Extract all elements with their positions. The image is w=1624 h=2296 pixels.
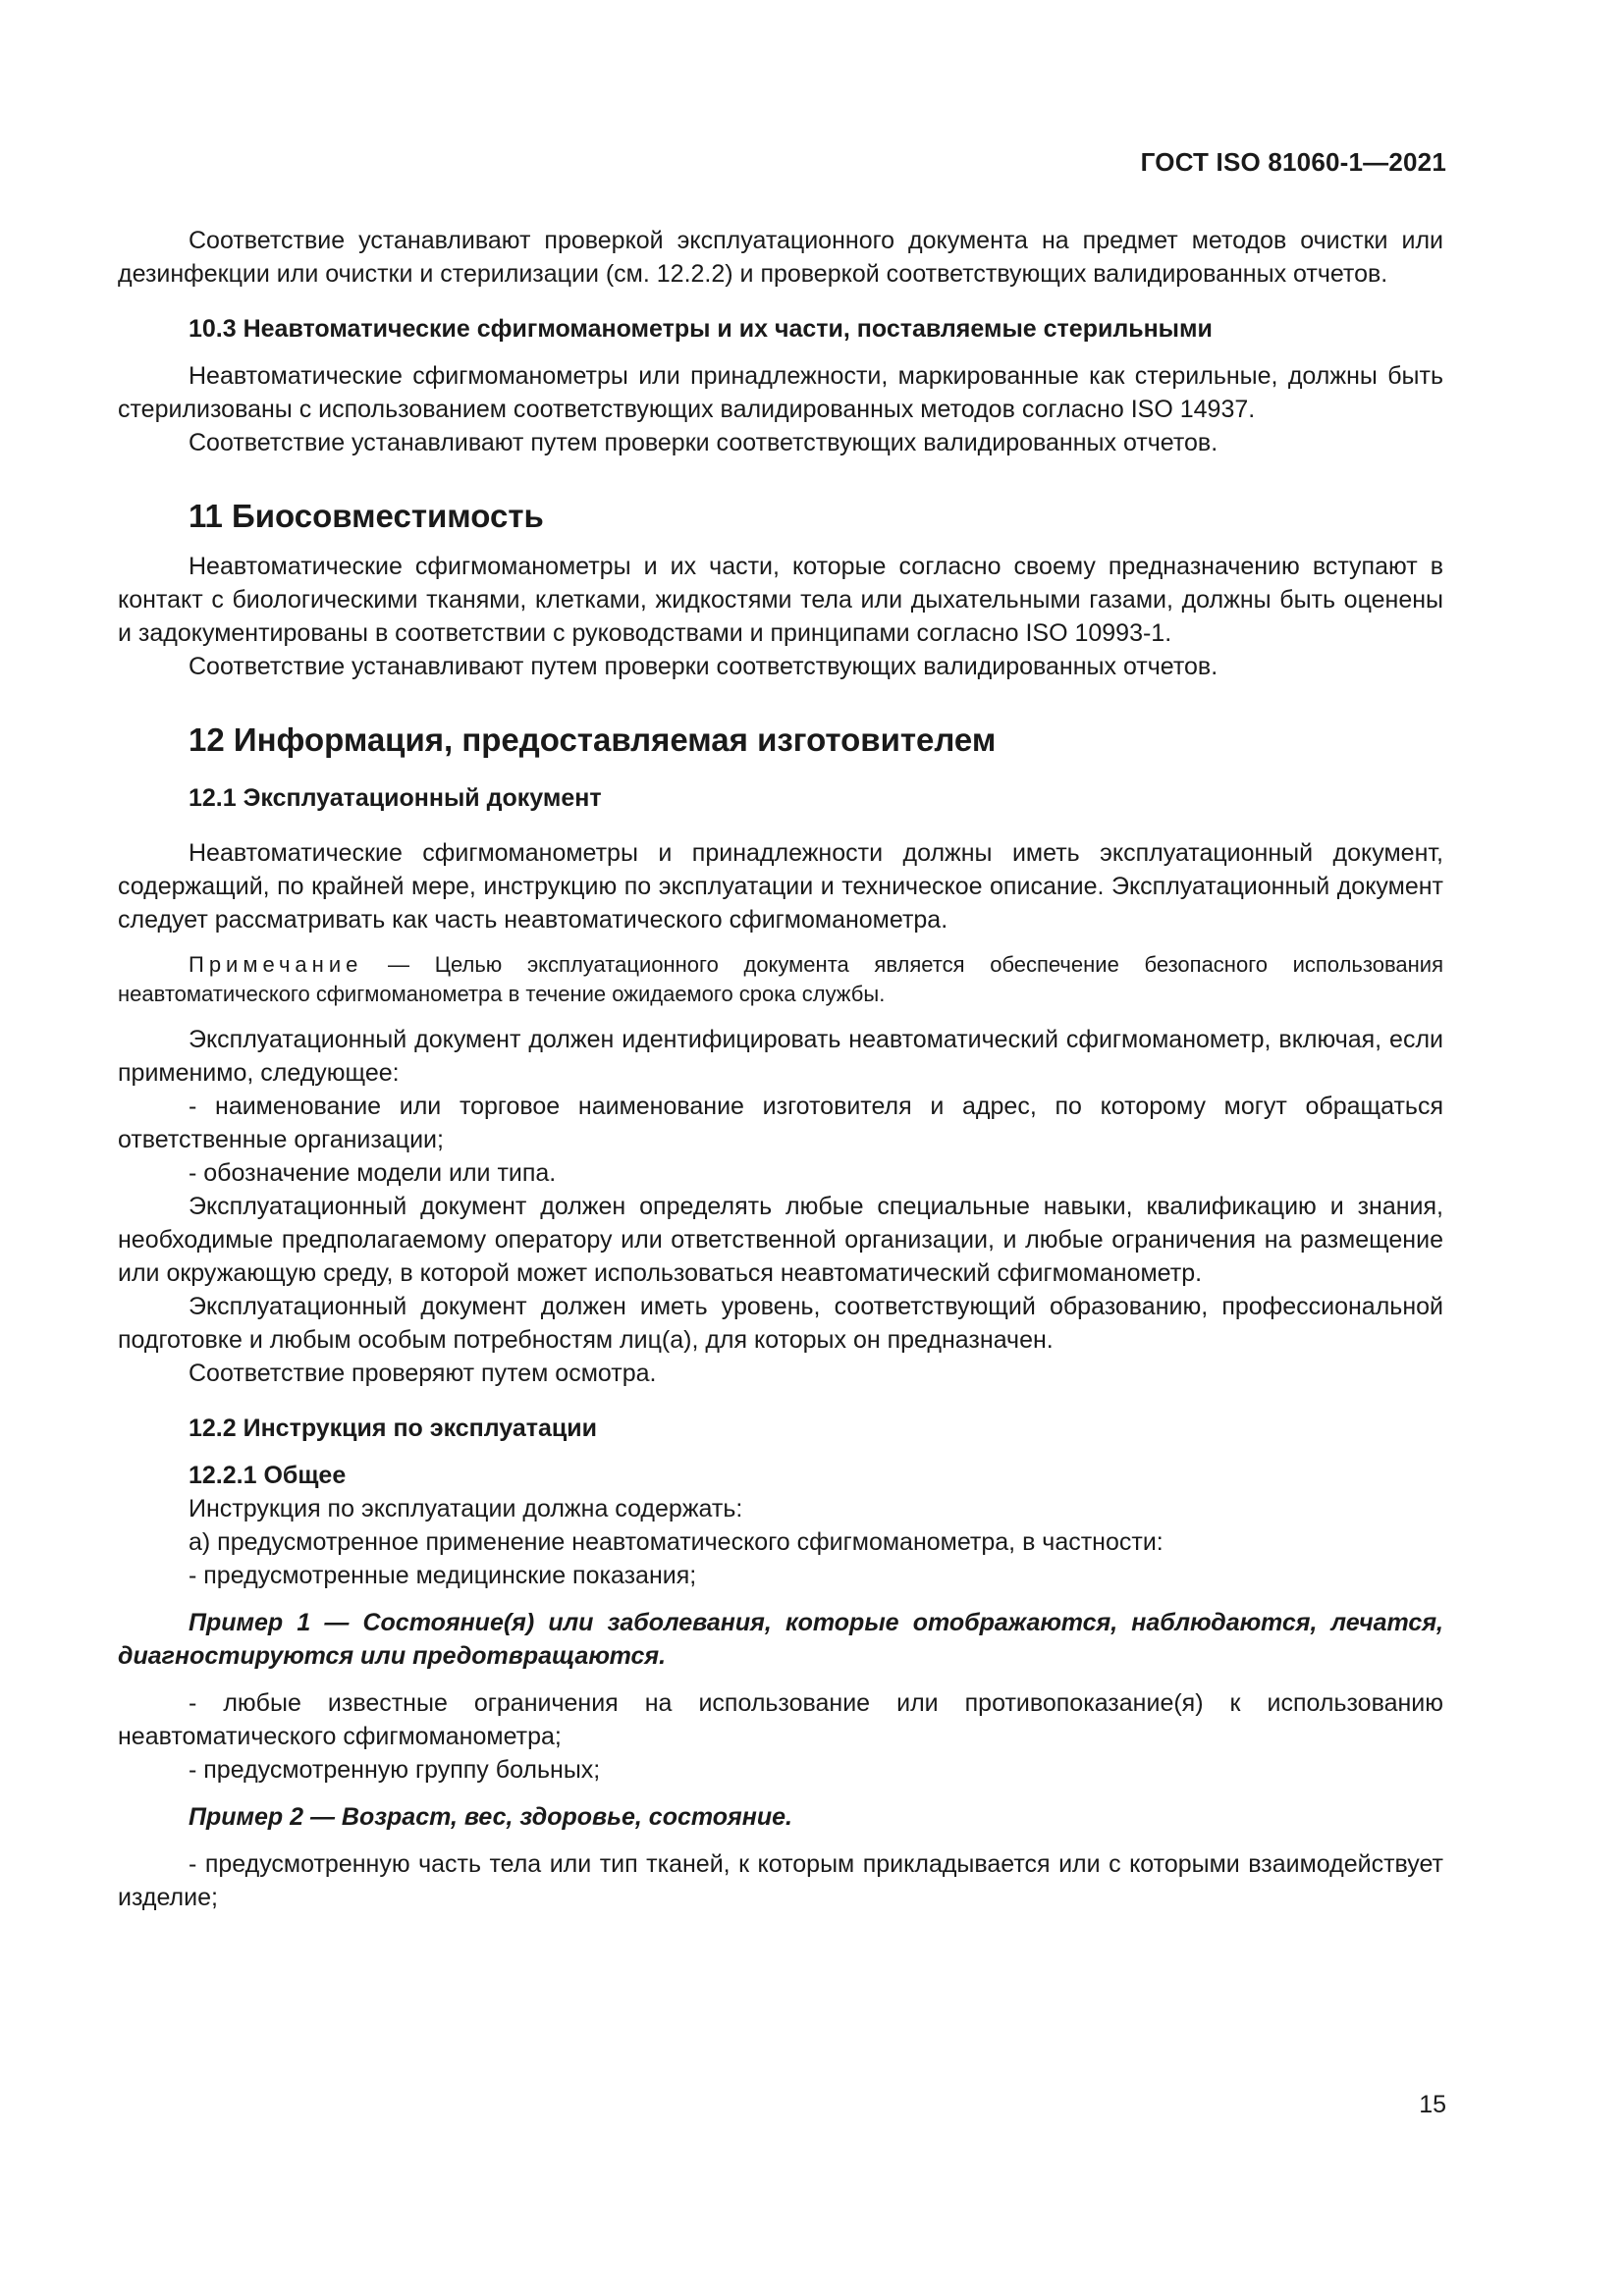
paragraph: Соответствие устанавливают путем проверки соответствующих валидированных отчетов. [189,653,1218,680]
list-item: - предусмотренную группу больных; [189,1756,601,1784]
page-number: 15 [1419,2091,1446,2118]
paragraph: Неавтоматические сфигмоманометры и их части, которые согласно своему предназначению вступают в контакт с биологическими тканями, клетками, жидкостями тела или дыхательными газами, должны быть оценены и задокументированы в соответствии с руководствами и принципами согласно ISO 10993-1. [118,553,1443,647]
note-text: — Целью эксплуатационного документа является обеспечение безопасного использования неавтоматического сфигмоманометра в течение ожидаемого срока службы. [118,952,1443,1006]
paragraph: Неавтоматические сфигмоманометры или принадлежности, маркированные как стерильные, должны быть стерилизованы с использованием соответствующих валидированных методов согласно ISO 14937. [118,362,1443,423]
paragraph: Эксплуатационный документ должен идентифицировать неавтоматический сфигмоманометр, включая, если применимо, следующее: [118,1026,1443,1087]
note [118,950,1443,1009]
section-heading-12: 12 Информация, предоставляемая изготовителем [189,721,997,758]
page-body [118,224,1443,1914]
paragraph: Соответствие устанавливают проверкой эксплуатационного документа на предмет методов очистки или дезинфекции или очистки и стерилизации (см. 12.2.2) и проверкой соответствующих валидированных отчетов. [118,227,1443,288]
note-label: Примечание [189,952,363,977]
list-item: а) предусмотренное применение неавтоматического сфигмоманометра, в частности: [189,1528,1164,1556]
section-heading-10-3: 10.3 Неавтоматические сфигмоманометры и их части, поставляемые стерильными [189,315,1213,343]
section-heading-12-1: 12.1 Эксплуатационный документ [189,784,602,812]
example-1: Пример 1 — Состояние(я) или заболевания, которые отображаются, наблюдаются, лечатся, диагностируются или предотвращаются. [118,1609,1443,1670]
section-heading-12-2: 12.2 Инструкция по эксплуатации [189,1415,598,1442]
list-item: - любые известные ограничения на использование или противопоказание(я) к использованию неавтоматического сфигмоманометра; [118,1689,1443,1750]
paragraph: Соответствие устанавливают путем проверки соответствующих валидированных отчетов. [189,429,1218,456]
paragraph: Эксплуатационный документ должен иметь уровень, соответствующий образованию, профессиональной подготовке и любым особым потребностям лиц(а), для которых он предназначен. [118,1293,1443,1354]
paragraph: Эксплуатационный документ должен определять любые специальные навыки, квалификацию и знания, необходимые предполагаемому оператору или ответственной организации, и любые ограничения на размещение или окружающую среду, в которой может использоваться неавтоматический сфигмоманометр. [118,1193,1443,1287]
list-item: - обозначение модели или типа. [189,1159,557,1187]
paragraph: Неавтоматические сфигмоманометры и принадлежности должны иметь эксплуатационный документ, содержащий, по крайней мере, инструкцию по эксплуатации и техническое описание. Эксплуатационный документ следует рассматривать как часть неавтоматического сфигмоманометра. [118,839,1443,934]
paragraph: Инструкция по эксплуатации должна содержать: [189,1495,743,1522]
section-heading-11: 11 Биосовместимость [189,498,544,534]
list-item: - наименование или торговое наименование изготовителя и адрес, по которому могут обращаться ответственные организации; [118,1093,1443,1153]
example-2: Пример 2 — Возраст, вес, здоровье, состояние. [189,1803,792,1831]
list-item: - предусмотренные медицинские показания; [189,1562,697,1589]
list-item: - предусмотренную часть тела или тип тканей, к которым прикладывается или с которыми взаимодействует изделие; [118,1850,1443,1911]
section-heading-12-2-1: 12.2.1 Общее [189,1462,347,1489]
paragraph: Соответствие проверяют путем осмотра. [189,1360,657,1387]
document-code-header: ГОСТ ISO 81060-1—2021 [1140,147,1446,177]
